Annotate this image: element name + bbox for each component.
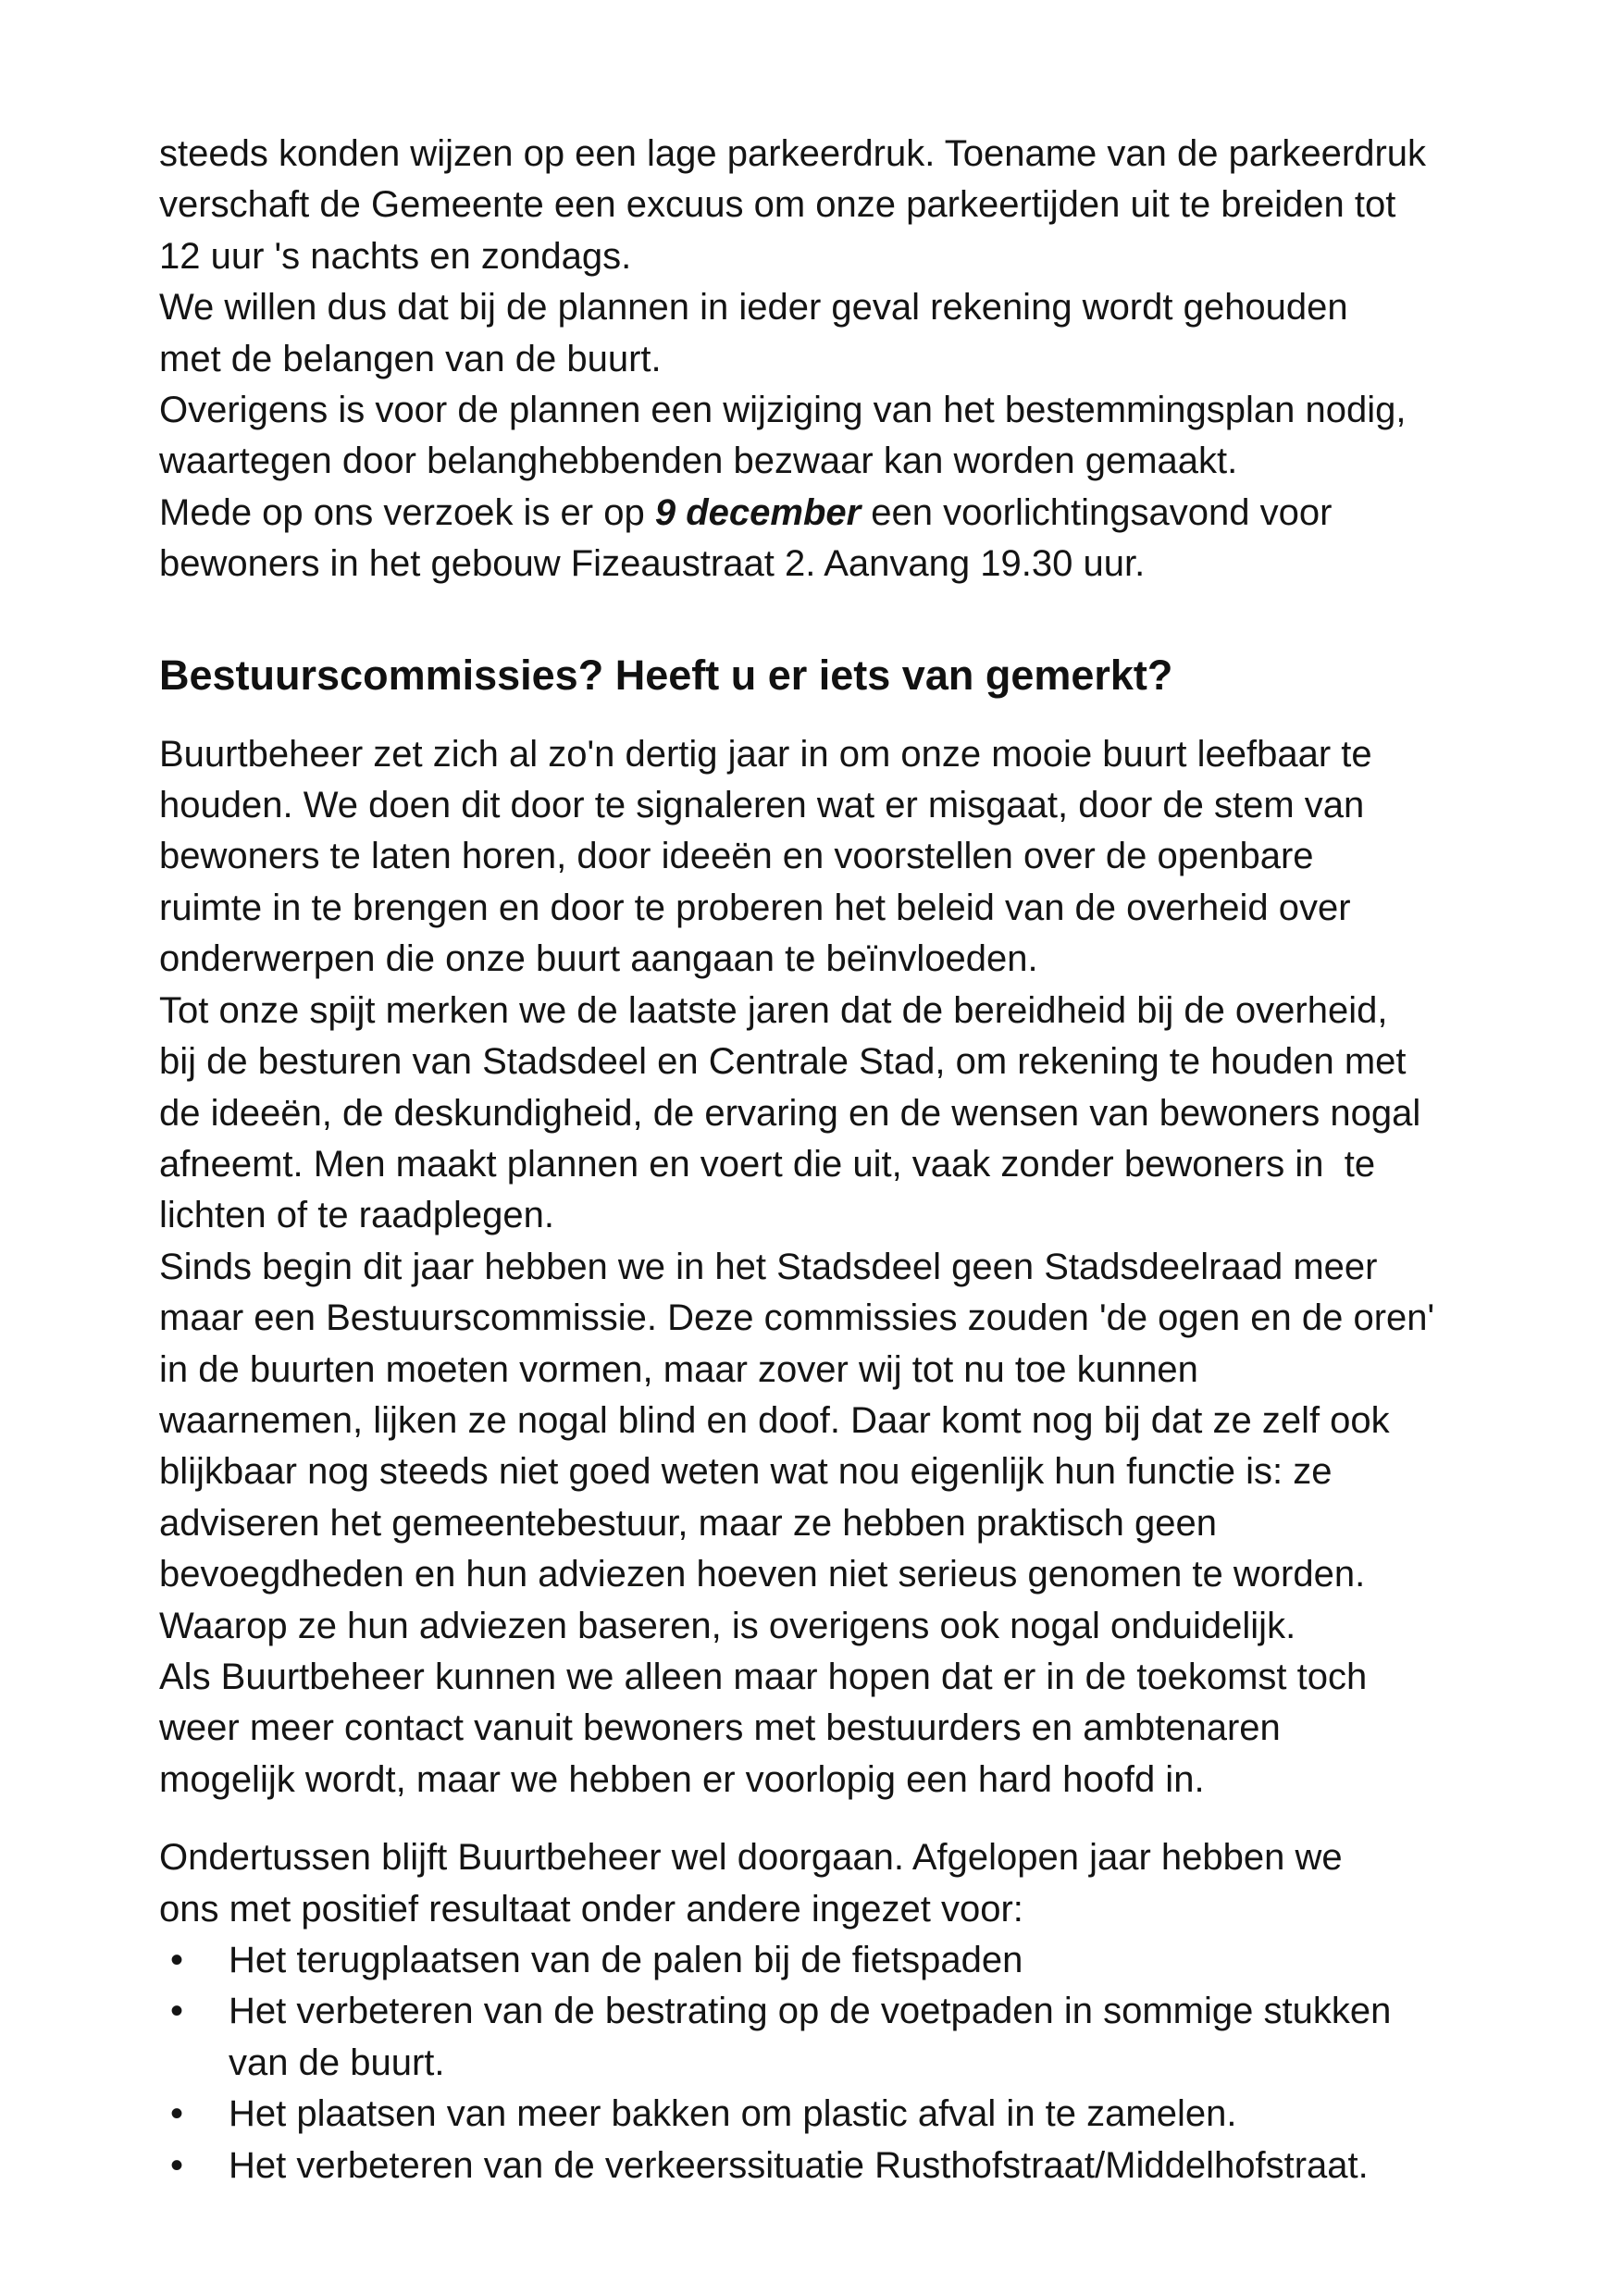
paragraph-line: Ondertussen blijft Buurtbeheer wel doorgaan. Afgelopen jaar hebben we — [159, 1837, 1343, 1879]
list-item-text: Het terugplaatsen van de palen bij de fietspaden — [229, 1940, 1023, 1980]
list-item-text: Het verbeteren van de bestrating op de voetpaden in sommige stukken — [229, 1991, 1392, 2032]
paragraph-line: onderwerpen die onze buurt aangaan te beïnvloeden. — [159, 938, 1038, 980]
bullet-icon: • — [170, 1940, 184, 1980]
section-paragraph — [159, 729, 1584, 1806]
paragraph-line: steeds konden wijzen op een lage parkeerdruk. Toename van de parkeerdruk — [159, 133, 1427, 174]
closing-section — [159, 1832, 1584, 2191]
event-line-after: een voorlichtingsavond voor — [861, 491, 1333, 533]
paragraph-line: ons met positief resultaat onder andere ingezet voor: — [159, 1888, 1023, 1930]
paragraph-line: Waarop ze hun adviezen baseren, is overigens ook nogal onduidelijk. — [159, 1605, 1296, 1646]
paragraph-line: waarnemen, lijken ze nogal blind en doof. Daar komt nog bij dat ze zelf ook — [159, 1399, 1390, 1441]
paragraph-line: in de buurten moeten vormen, maar zover wij tot nu toe kunnen — [159, 1348, 1198, 1390]
page-content — [159, 129, 1584, 2191]
bullet-icon: • — [170, 1991, 184, 2032]
paragraph-line: afneemt. Men maakt plannen en voert die uit, vaak zonder bewoners in te — [159, 1143, 1376, 1185]
paragraph-line: maar een Bestuurscommissie. Deze commissies zouden 'de ogen en de oren' — [159, 1297, 1435, 1339]
paragraph-line: verschaft de Gemeente een excuus om onze parkeertijden uit te breiden tot — [159, 184, 1396, 226]
event-announcement-line — [159, 488, 1584, 539]
paragraph-line: adviseren het gemeentebestuur, maar ze hebben praktisch geen — [159, 1502, 1217, 1544]
paragraph-line: Sinds begin dit jaar hebben we in het Stadsdeel geen Stadsdeelraad meer — [159, 1246, 1378, 1287]
paragraph-line: mogelijk wordt, maar we hebben er voorlopig een hard hoofd in. — [159, 1758, 1205, 1800]
bullet-icon: • — [170, 2144, 184, 2186]
list-item — [159, 2089, 1584, 2140]
list-item — [159, 1986, 1584, 2089]
paragraph-line: lichten of te raadplegen. — [159, 1195, 554, 1236]
list-item — [159, 1935, 1584, 1986]
paragraph-line: We willen dus dat bij de plannen in ieder geval rekening wordt gehouden — [159, 287, 1348, 329]
paragraph-line: weer meer contact vanuit bewoners met bestuurders en ambtenaren — [159, 1707, 1281, 1749]
paragraph-line: Buurtbeheer zet zich al zo'n dertig jaar in om onze mooie buurt leefbaar te — [159, 733, 1372, 775]
paragraph-line: Overigens is voor de plannen een wijziging van het bestemmingsplan nodig, — [159, 390, 1407, 431]
paragraph-line: bij de besturen van Stadsdeel en Centrale Stad, om rekening te houden met — [159, 1041, 1407, 1083]
paragraph-line: Als Buurtbeheer kunnen we alleen maar hopen dat er in de toekomst toch — [159, 1656, 1368, 1697]
list-item-text: Het verbeteren van de verkeerssituatie Rusthofstraat/Middelhofstraat. — [229, 2144, 1369, 2186]
paragraph-line: bewoners te laten horen, door ideeën en voorstellen over de openbare — [159, 836, 1314, 877]
list-item-text: van de buurt. — [229, 2042, 445, 2083]
bullet-icon: • — [170, 2093, 184, 2135]
paragraph-line: bevoegdheden en hun adviezen hoeven niet serieus genomen te worden. — [159, 1554, 1366, 1595]
list-item — [159, 2141, 1584, 2191]
closing-paragraph — [159, 1832, 1584, 1935]
paragraph-line: waartegen door belanghebbenden bezwaar kan worden gemaakt. — [159, 441, 1238, 482]
paragraph-line: de ideeën, de deskundigheid, de ervaring en de wensen van bewoners nogal — [159, 1092, 1421, 1134]
paragraph-line: 12 uur 's nachts en zondags. — [159, 235, 632, 277]
intro-paragraph — [159, 129, 1584, 590]
paragraph-line: ruimte in te brengen en door te proberen het beleid van de overheid over — [159, 887, 1351, 928]
list-item-text: Het plaatsen van meer bakken om plastic afval in te zamelen. — [229, 2093, 1237, 2135]
paragraph-line: met de belangen van de buurt. — [159, 338, 662, 379]
paragraph-line: blijkbaar nog steeds niet goed weten wat nou eigenlijk hun functie is: ze — [159, 1451, 1333, 1493]
event-date: 9 december — [654, 491, 862, 533]
paragraph-line: houden. We doen dit door te signaleren wat er misgaat, door de stem van — [159, 785, 1365, 826]
achievements-list — [159, 1935, 1584, 2191]
event-line-before: Mede op ons verzoek is er op — [159, 491, 655, 533]
paragraph-line: bewoners in het gebouw Fizeaustraat 2. Aanvang 19.30 uur. — [159, 543, 1146, 585]
section-heading: Bestuurscommissies? Heeft u er iets van gemerkt? — [159, 651, 1173, 699]
paragraph-line: Tot onze spijt merken we de laatste jaren dat de bereidheid bij de overheid, — [159, 989, 1388, 1031]
